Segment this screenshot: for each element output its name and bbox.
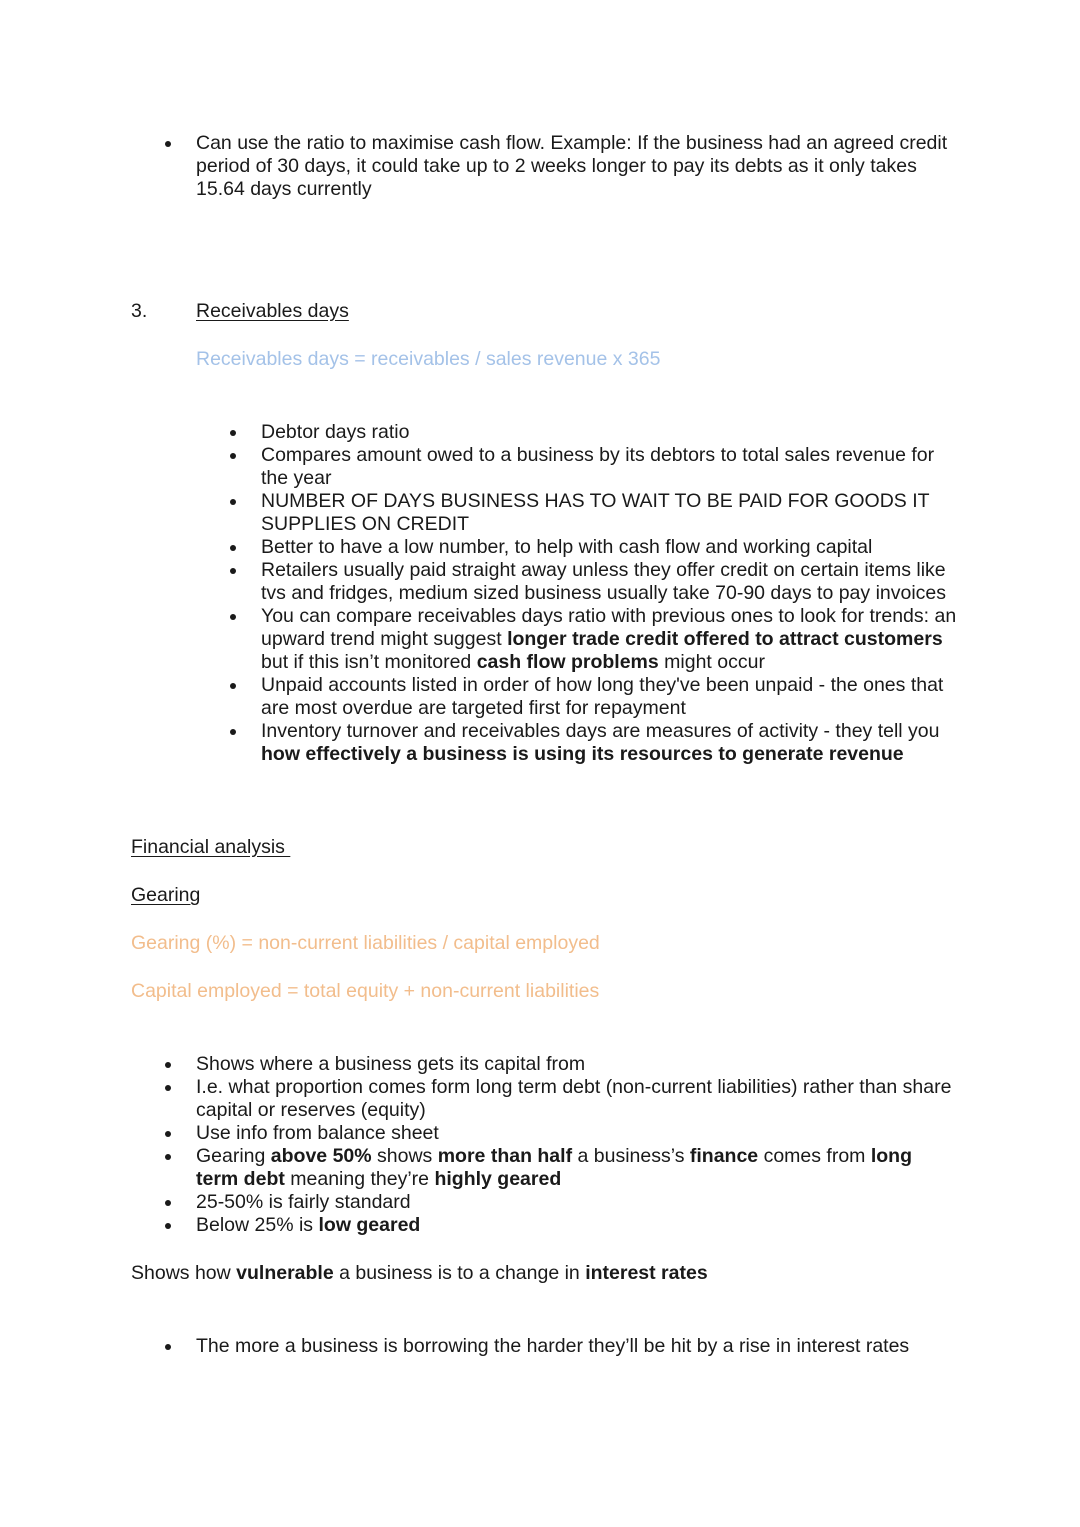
bullet-icon xyxy=(165,1223,171,1229)
bullet-icon xyxy=(230,453,236,459)
receivables-bullet-list xyxy=(261,421,961,766)
bullet-icon xyxy=(165,141,171,147)
list-item: Debtor days ratio xyxy=(261,421,961,444)
bullet-icon xyxy=(165,1085,171,1091)
financial-analysis-heading: Financial analysis xyxy=(131,836,291,858)
bullet-icon xyxy=(230,729,236,735)
section-heading-receivables-days: Receivables days xyxy=(196,300,349,322)
vulnerability-statement: Shows how vulnerable a business is to a change in interest rates xyxy=(131,1262,708,1284)
bullet-icon xyxy=(165,1200,171,1206)
section-number: 3. xyxy=(131,300,148,322)
list-item: Better to have a low number, to help with cash flow and working capital xyxy=(261,536,961,559)
list-item: Shows where a business gets its capital from xyxy=(196,1053,956,1076)
list-item: Gearing above 50% shows more than half a business’s finance comes from long term debt meaning they’re highly geared xyxy=(196,1145,956,1191)
bullet-icon xyxy=(230,545,236,551)
list-item: Below 25% is low geared xyxy=(196,1214,956,1237)
list-item: The more a business is borrowing the harder they’ll be hit by a rise in interest rates xyxy=(196,1335,956,1358)
gearing-formula: Gearing (%) = non-current liabilities / capital employed xyxy=(131,932,600,954)
bullet-icon xyxy=(230,568,236,574)
bullet-icon xyxy=(230,430,236,436)
bullet-icon xyxy=(230,683,236,689)
list-item: 25-50% is fairly standard xyxy=(196,1191,956,1214)
list-item: Can use the ratio to maximise cash flow. Example: If the business had an agreed credit period of 30 days, it could take up to 2 weeks longer to pay its debts as it only takes 15.64 days currently xyxy=(196,132,956,201)
list-item: Retailers usually paid straight away unless they offer credit on certain items like tvs and fridges, medium sized business usually take 70-90 days to pay invoices xyxy=(261,559,961,605)
list-item: Compares amount owed to a business by its debtors to total sales revenue for the year xyxy=(261,444,961,490)
bullet-icon xyxy=(230,499,236,505)
list-item: Inventory turnover and receivables days are measures of activity - they tell you how effectively a business is using its resources to generate revenue xyxy=(261,720,961,766)
bullet-icon xyxy=(230,614,236,620)
gearing-heading: Gearing xyxy=(131,884,201,906)
capital-employed-formula: Capital employed = total equity + non-current liabilities xyxy=(131,980,600,1002)
bullet-icon xyxy=(165,1344,171,1350)
receivables-formula: Receivables days = receivables / sales revenue x 365 xyxy=(196,348,661,370)
bullet-icon xyxy=(165,1154,171,1160)
list-item: Use info from balance sheet xyxy=(196,1122,956,1145)
bullet-icon xyxy=(165,1131,171,1137)
list-item: You can compare receivables days ratio with previous ones to look for trends: an upward trend might suggest longer trade credit offered to attract customers but if this isn’t monitored cash flow problems might occur xyxy=(261,605,961,674)
top-bullet-list xyxy=(196,132,956,201)
interest-bullet-list xyxy=(196,1335,956,1358)
list-item: I.e. what proportion comes form long term debt (non-current liabilities) rather than share capital or reserves (equity) xyxy=(196,1076,956,1122)
list-item: Unpaid accounts listed in order of how long they've been unpaid - the ones that are most overdue are targeted first for repayment xyxy=(261,674,961,720)
list-item: NUMBER OF DAYS BUSINESS HAS TO WAIT TO BE PAID FOR GOODS IT SUPPLIES ON CREDIT xyxy=(261,490,961,536)
bullet-icon xyxy=(165,1062,171,1068)
gearing-bullet-list xyxy=(196,1053,956,1237)
